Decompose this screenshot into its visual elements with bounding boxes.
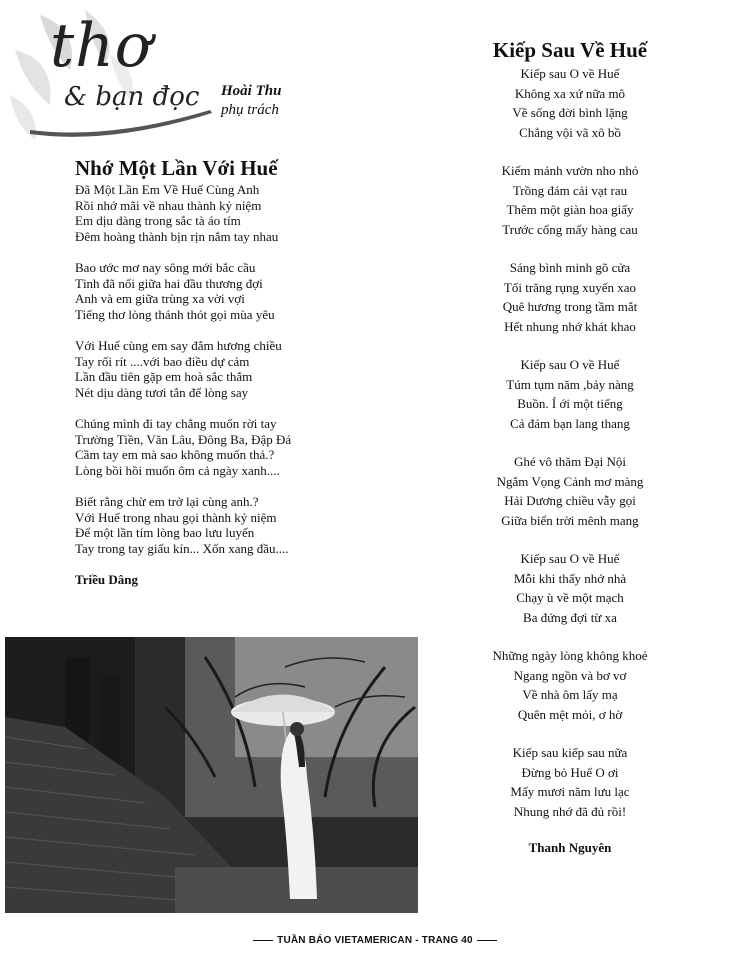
poem-line: Tay rối rít ....với bao điều dự cảm	[75, 353, 250, 369]
poem-line: Chạy ù về một mạch	[516, 590, 624, 605]
stanza	[430, 646, 710, 724]
poem-line: Quê hương trong tầm mắt	[502, 299, 638, 314]
stanza	[75, 416, 375, 478]
poem-line: Chẳng vội vã xô bồ	[519, 124, 621, 140]
poem-line: Ngắm Vọng Cảnh mơ màng	[496, 473, 644, 489]
poem-line: Để một lần tím lòng bao lưu luyến	[75, 525, 255, 540]
poem-line: Anh và em giữa trùng xa vời vợi	[75, 291, 245, 306]
poem-title: Kiếp Sau Về Huế	[492, 38, 648, 62]
poem-line: Túm tụm năm ,bảy nàng	[506, 376, 634, 392]
footer-rule-right	[477, 940, 497, 941]
poem-line: Đã Một Lần Em Về Huế Cùng Anh	[75, 182, 260, 197]
stanza	[75, 182, 375, 244]
poem-line: Trước cổng mấy hàng cau	[502, 221, 638, 237]
poem-line: Hết nhung nhớ khát khao	[504, 318, 636, 334]
poem-line: Kiếp sau O về Huế	[520, 357, 620, 372]
editor-role: phụ trách	[221, 102, 279, 118]
poem-line: Giữa biển trời mênh mang	[501, 512, 639, 528]
poem-line: Kiếp sau kiếp sau nữa	[512, 745, 628, 760]
poem-line: Ba đứng đợi từ xa	[523, 609, 617, 625]
poem-line: Mỗi khi thấy nhớ nhà	[513, 570, 627, 586]
poem-line: Buồn. Í ới một tiếng	[517, 396, 623, 411]
poem-line: Ghé vô thăm Đại Nội	[514, 454, 626, 469]
stanza	[430, 258, 710, 336]
footer-rule-left	[253, 940, 273, 941]
poem-left	[75, 156, 375, 588]
poem-author: Thanh Nguyên	[528, 840, 612, 855]
stanza	[430, 64, 710, 142]
poem-line: Rồi nhớ mãi về nhau thành kỷ niệm	[75, 197, 262, 213]
logo-subtitle: & bạn đọc	[64, 82, 200, 112]
poem-title: Nhớ Một Lần Với Huế	[75, 156, 278, 180]
poem-line: Về sống đời bình lặng	[512, 105, 628, 120]
poem-line: Em dịu dàng trong sắc tà áo tím	[75, 213, 241, 228]
stanza	[430, 161, 710, 239]
poem-line: Lòng bồi hồi muốn ôm cả ngày xanh....	[75, 462, 280, 478]
poem-line: Thêm một giàn hoa giấy	[506, 202, 634, 217]
editor-name: Hoài Thu	[221, 83, 282, 99]
poem-line: Tình đã nối giữa hai đầu thương đợi	[75, 275, 263, 291]
poem-line: Kiếp sau O về Huế	[520, 551, 620, 566]
poem-line: Quên mệt mỏi, ơ hờ	[517, 706, 623, 722]
page-footer	[0, 935, 750, 946]
poem-line: Mấy mươi năm lưu lạc	[510, 784, 630, 799]
stanza	[75, 338, 375, 400]
poem-author: Triều Dâng	[75, 572, 138, 587]
footer-text: TUẦN BÁO VIETAMERICAN - TRANG 40	[277, 935, 473, 946]
poem-line: Với Huế cùng em say đắm hương chiều	[75, 338, 282, 353]
poem-line: Nhung nhớ đã đủ rồi!	[513, 803, 627, 819]
stanza	[75, 494, 375, 556]
stanza	[75, 260, 375, 322]
poem-line: Hải Dương chiều vẫy gọi	[504, 493, 636, 508]
poem-line: Lần đầu tiên gặp em hoà sắc thắm	[75, 369, 253, 384]
poem-line: Biết rằng chừ em trở lại cùng anh.?	[75, 494, 259, 509]
poem-line: Nét dịu dàng tươi tắn để lòng say	[75, 384, 249, 400]
poem-line: Chúng mình đi tay chẳng muốn rời tay	[75, 416, 277, 431]
logo-word: thơ	[50, 11, 152, 81]
stanza	[430, 452, 710, 530]
poem-line: Bao ước mơ nay sông mới bắc cầu	[75, 260, 256, 275]
stanza	[430, 355, 710, 433]
poem-line: Về nhà ôm lấy mạ	[522, 687, 618, 702]
section-masthead	[10, 10, 340, 145]
poem-line: Sáng bình minh gõ cửa	[509, 260, 631, 275]
poem-line: Tiếng thơ lòng thánh thót gọi mùa yêu	[75, 306, 275, 322]
poem-line: Đêm hoàng thành bịn rịn nắm tay nhau	[75, 228, 279, 244]
poem-line: Tay trong tay giấu kín... Xốn xang đầu....	[75, 540, 289, 556]
poem-line: Ngang ngồn và bơ vơ	[513, 667, 627, 683]
stanza	[430, 549, 710, 627]
stanza	[430, 743, 710, 821]
photo-woman-umbrella	[5, 637, 418, 913]
poem-right	[430, 38, 710, 856]
poem-line: Không xa xứ nữa mô	[514, 85, 626, 101]
poem-line: Trường Tiền, Văn Lâu, Đông Ba, Đập Đá	[75, 431, 292, 447]
poem-line: Kiếp sau O về Huế	[520, 66, 620, 81]
poem-line: Kiếm mảnh vườn nho nhỏ	[501, 163, 639, 178]
poem-line: Với Huế trong nhau gọi thành kỷ niệm	[75, 509, 277, 525]
poem-line: Tối trăng rụng xuyến xao	[503, 279, 637, 295]
poem-line: Cầm tay em mà sao không muốn thả.?	[75, 447, 275, 462]
poem-line: Trồng đám cải vạt rau	[512, 182, 628, 198]
poem-line: Đừng bỏ Huế O ơi	[521, 764, 619, 780]
poem-line: Những ngày lòng không khoẻ	[492, 648, 648, 663]
poem-line: Cả đám bạn lang thang	[510, 415, 630, 431]
